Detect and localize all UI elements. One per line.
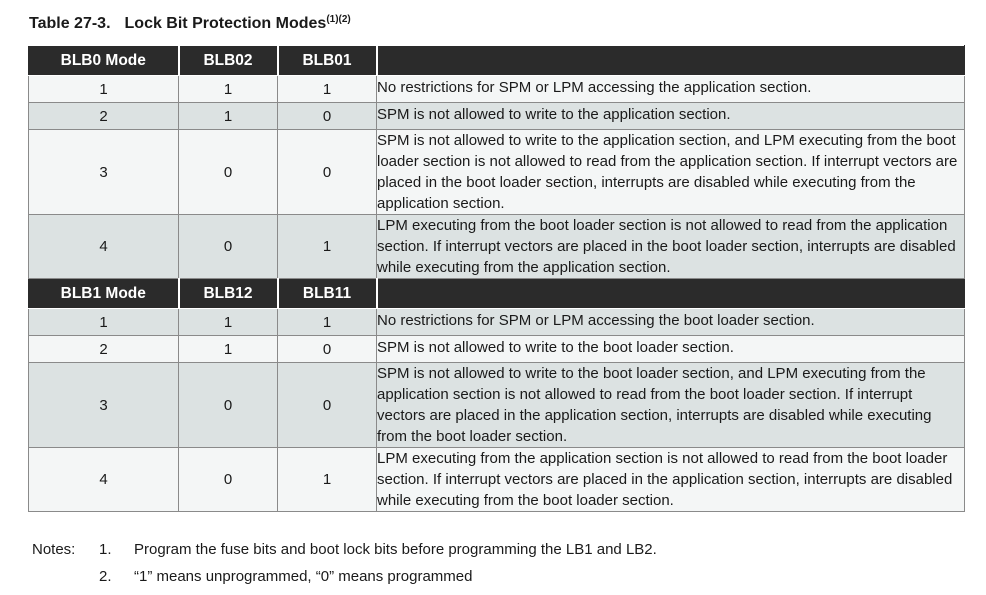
description-cell: SPM is not allowed to write to the boot loader section.: [377, 336, 965, 363]
note-index: 1.: [99, 541, 112, 558]
mode-cell: 4: [29, 215, 179, 279]
header-description: [377, 46, 965, 76]
note-text: Program the fuse bits and boot lock bits before programming the LB1 and LB2.: [134, 541, 657, 558]
bit-cell: 0: [179, 363, 278, 448]
bit-cell: 1: [278, 215, 377, 279]
mode-cell: 2: [29, 336, 179, 363]
header-bit-2: BLB01: [278, 46, 377, 76]
header-mode: BLB1 Mode: [29, 279, 179, 309]
table-row: [29, 448, 965, 512]
mode-cell: 2: [29, 103, 179, 130]
table-row: [29, 103, 965, 130]
table-row: [29, 336, 965, 363]
bit-cell: 0: [179, 215, 278, 279]
table-title: Lock Bit Protection Modes: [124, 15, 327, 32]
bit-cell: 0: [278, 130, 377, 215]
header-description: [377, 279, 965, 309]
table-row: [29, 76, 965, 103]
table-row: [29, 215, 965, 279]
table-row: [29, 309, 965, 336]
description-cell: No restrictions for SPM or LPM accessing the application section.: [377, 76, 965, 103]
mode-cell: 3: [29, 130, 179, 215]
description-cell: SPM is not allowed to write to the application section, and LPM executing from the boot loader section is not allowed to read from the application section. If interrupt vectors are placed in the boot loader section, interrupts are disabled while executing from the application section.: [377, 130, 965, 215]
mode-cell: 1: [29, 76, 179, 103]
header-mode: BLB0 Mode: [29, 46, 179, 76]
note-text: “1” means unprogrammed, “0” means programmed: [134, 568, 473, 585]
bit-cell: 0: [278, 103, 377, 130]
header-bit-1: BLB02: [179, 46, 278, 76]
description-cell: LPM executing from the boot loader section is not allowed to read from the application section. If interrupt vectors are placed in the boot loader section, interrupts are disabled while executing from the application section.: [377, 215, 965, 279]
table-caption: [29, 14, 351, 33]
mode-cell: 3: [29, 363, 179, 448]
bit-cell: 0: [179, 448, 278, 512]
mode-cell: 4: [29, 448, 179, 512]
table-row: [29, 130, 965, 215]
table-number: Table 27-3.: [29, 15, 111, 32]
bit-cell: 0: [278, 336, 377, 363]
lock-bit-table: [28, 45, 965, 512]
description-cell: LPM executing from the application section is not allowed to read from the boot loader section. If interrupt vectors are placed in the application section, interrupts are disabled while executing from the boot loader section.: [377, 448, 965, 512]
description-cell: No restrictions for SPM or LPM accessing the boot loader section.: [377, 309, 965, 336]
mode-cell: 1: [29, 309, 179, 336]
table-header-row: [29, 46, 965, 76]
bit-cell: 1: [278, 448, 377, 512]
bit-cell: 1: [179, 309, 278, 336]
bit-cell: 1: [179, 76, 278, 103]
bit-cell: 1: [179, 336, 278, 363]
description-cell: SPM is not allowed to write to the application section.: [377, 103, 965, 130]
header-bit-1: BLB12: [179, 279, 278, 309]
note-index: 2.: [99, 568, 112, 585]
description-cell: SPM is not allowed to write to the boot loader section, and LPM executing from the application section is not allowed to read from the boot loader section. If interrupt vectors are placed in the application section, interrupts are disabled while executing from the boot loader section.: [377, 363, 965, 448]
table-title-footnote-refs: (1)(2): [326, 14, 351, 25]
bit-cell: 1: [278, 76, 377, 103]
header-bit-2: BLB11: [278, 279, 377, 309]
bit-cell: 1: [179, 103, 278, 130]
table-header-row: [29, 279, 965, 309]
bit-cell: 1: [278, 309, 377, 336]
table-row: [29, 363, 965, 448]
bit-cell: 0: [278, 363, 377, 448]
bit-cell: 0: [179, 130, 278, 215]
notes-label: Notes:: [32, 541, 76, 558]
